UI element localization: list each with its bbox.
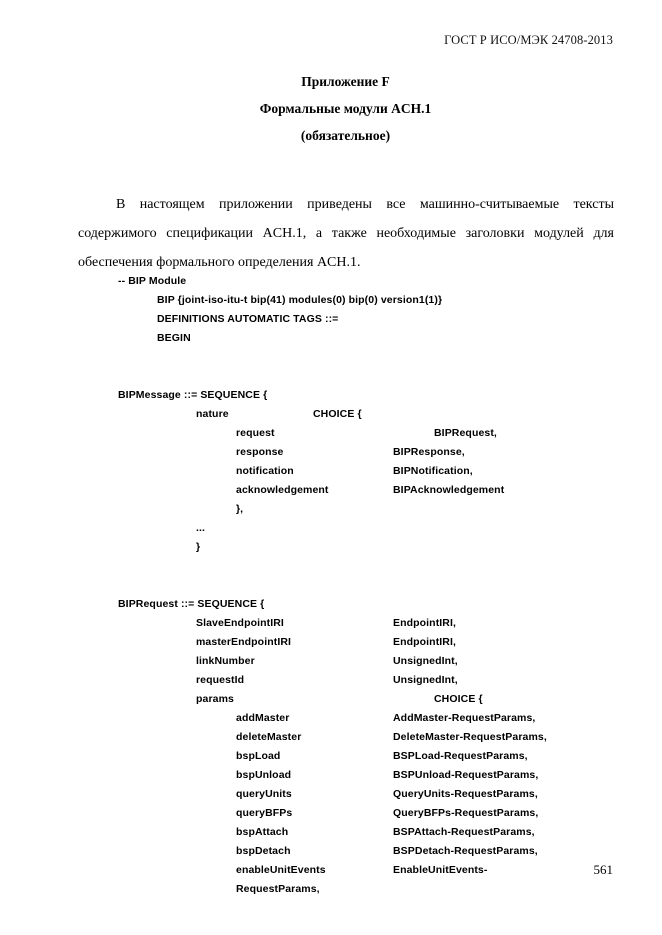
code-type: AddMaster-RequestParams,: [393, 712, 536, 724]
code-identifier: queryBFPs: [236, 807, 293, 819]
code-type: UnsignedInt,: [393, 655, 458, 667]
code-line: [0, 842, 662, 861]
page-number: 561: [593, 862, 613, 877]
code-identifier: SlaveEndpointIRI: [196, 617, 284, 629]
code-line: [0, 671, 662, 690]
code-type: EndpointIRI,: [393, 617, 457, 629]
code-type: QueryBFPs-RequestParams,: [393, 807, 539, 819]
code-identifier: request: [236, 427, 275, 439]
code-line: [0, 443, 662, 462]
code-type: QueryUnits-RequestParams,: [393, 788, 538, 800]
code-identifier: BIPMessage ::= SEQUENCE {: [118, 389, 268, 401]
code-identifier: queryUnits: [236, 788, 292, 800]
code-line: [0, 481, 662, 500]
code-identifier: acknowledgement: [236, 484, 329, 496]
code-blank-line: [0, 367, 662, 386]
code-identifier: BIPRequest ::= SEQUENCE {: [118, 598, 265, 610]
code-identifier: enableUnitEvents: [236, 864, 326, 876]
code-identifier: bspDetach: [236, 845, 291, 857]
code-line: [0, 272, 662, 291]
code-type: BIPAcknowledgement: [393, 484, 505, 496]
code-identifier: DEFINITIONS AUTOMATIC TAGS ::=: [157, 313, 339, 325]
code-line: [0, 310, 662, 329]
code-blank-line: [0, 576, 662, 595]
code-line: [0, 690, 662, 709]
code-blank-line: [0, 348, 662, 367]
code-identifier: nature: [196, 408, 229, 420]
code-identifier: }: [196, 541, 201, 553]
code-identifier: linkNumber: [196, 655, 255, 667]
code-type: EndpointIRI,: [393, 636, 457, 648]
code-line: [0, 823, 662, 842]
code-line: [0, 766, 662, 785]
code-type: EnableUnitEvents-: [393, 864, 488, 876]
code-line: [0, 405, 662, 424]
code-type: BSPAttach-RequestParams,: [393, 826, 535, 838]
code-line: [0, 500, 662, 519]
code-type: BIPNotification,: [393, 465, 473, 477]
code-identifier: bspLoad: [236, 750, 281, 762]
code-type: BSPLoad-RequestParams,: [393, 750, 528, 762]
code-identifier: BEGIN: [157, 332, 191, 344]
code-type: DeleteMaster-RequestParams,: [393, 731, 547, 743]
code-line: [0, 595, 662, 614]
code-line: [0, 880, 662, 899]
code-type: UnsignedInt,: [393, 674, 458, 686]
code-identifier: RequestParams,: [236, 883, 320, 895]
code-line: [0, 538, 662, 557]
code-line: [0, 386, 662, 405]
code-line: [0, 804, 662, 823]
code-line: [0, 329, 662, 348]
code-type: BIPResponse,: [393, 446, 465, 458]
code-type: BIPRequest,: [434, 427, 497, 439]
annex-title-line-2: Формальные модули ACH.1: [259, 101, 432, 116]
code-type: CHOICE {: [434, 693, 483, 705]
code-type: CHOICE {: [313, 408, 362, 420]
code-identifier: bspUnload: [236, 769, 292, 781]
code-identifier: masterEndpointIRI: [196, 636, 292, 648]
annex-title-block: [78, 68, 613, 149]
code-type: BSPUnload-RequestParams,: [393, 769, 539, 781]
code-blank-line: [0, 557, 662, 576]
running-header: ГОСТ Р ИСО/МЭК 24708-2013: [444, 33, 613, 47]
code-identifier: },: [236, 503, 244, 515]
code-line: [0, 462, 662, 481]
code-identifier: response: [236, 446, 284, 458]
code-line: [0, 519, 662, 538]
code-line: [0, 424, 662, 443]
annex-title-line-1: Приложение F: [301, 74, 390, 89]
code-identifier: params: [196, 693, 234, 705]
code-identifier: bspAttach: [236, 826, 289, 838]
asn1-code-listing: [0, 272, 662, 899]
code-line: [0, 709, 662, 728]
intro-paragraph: В настоящем приложении приведены все машинно-считываемые тексты содержимого спецификации ACH.1, а также необходимые заголовки модулей для обеспечения формального определения ACH.1.: [78, 197, 614, 270]
code-type: BSPDetach-RequestParams,: [393, 845, 538, 857]
code-identifier: ...: [196, 522, 206, 534]
code-identifier: -- BIP Module: [118, 275, 187, 287]
code-line: [0, 614, 662, 633]
annex-title-line-3: (обязательное): [300, 128, 391, 143]
code-line: [0, 652, 662, 671]
code-line: [0, 728, 662, 747]
code-line: [0, 633, 662, 652]
code-identifier: requestId: [196, 674, 245, 686]
code-identifier: notification: [236, 465, 294, 477]
code-identifier: deleteMaster: [236, 731, 302, 743]
code-identifier: BIP {joint-iso-itu-t bip(41) modules(0) bip(0) version1(1)}: [157, 294, 443, 306]
code-line: [0, 747, 662, 766]
code-identifier: addMaster: [236, 712, 290, 724]
code-line: [0, 291, 662, 310]
code-line: [0, 785, 662, 804]
